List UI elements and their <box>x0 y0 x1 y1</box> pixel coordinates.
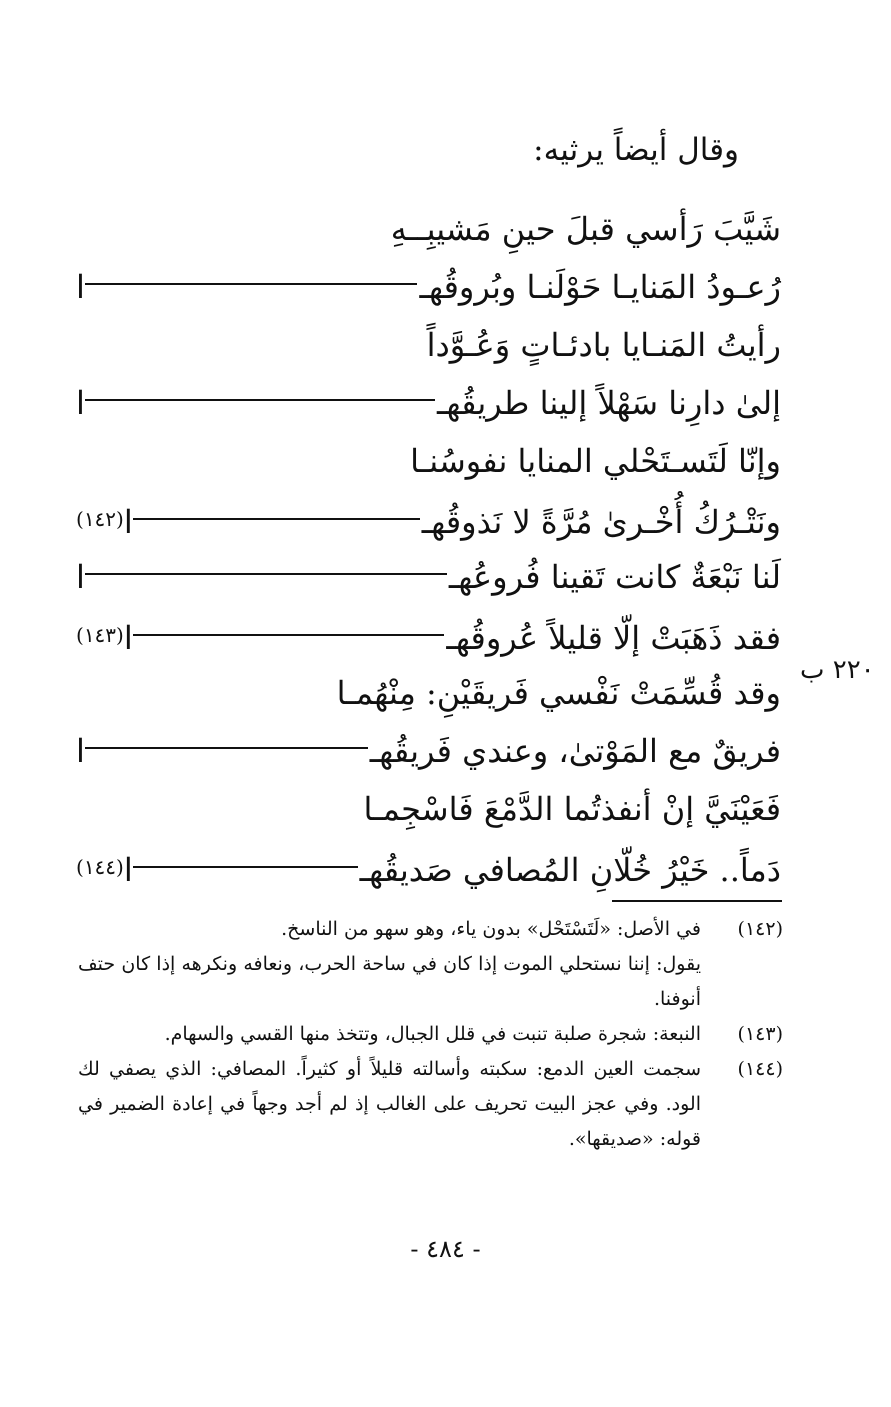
verse-final-letter: ا <box>123 851 133 889</box>
verse-line <box>73 664 781 722</box>
footnote-text: يقول: إننا نستحلي الموت إذا كان في ساحة الحرب، ونعافه ونكرهه إذا كان حتف أنوفنا. <box>78 953 701 1010</box>
verse-line <box>73 606 781 664</box>
verse-line <box>73 490 781 548</box>
footnotes <box>78 912 783 1157</box>
verse-words: فَعَيْنَيَّ إنْ أنفذتُما الدَّمْعَ فَاسْجِمـا <box>363 790 781 828</box>
verse-words: فقد ذَهَبَتْ إلّا قليلاً عُروقُهـ <box>446 619 781 657</box>
verse-text <box>410 432 781 490</box>
verse-text <box>391 200 781 258</box>
footnote-ref: (١٤٤) <box>76 855 124 879</box>
verse-line <box>73 374 781 432</box>
footnote-text: النبعة: شجرة صلبة تنبت في قلل الجبال، وتتخذ منها القسي والسهام. <box>164 1023 701 1045</box>
verse-words: فريقٌ مع المَوْتىٰ، وعندي فَريقُهـ <box>369 732 781 770</box>
verse-final-letter: ا <box>123 503 133 541</box>
verse-line <box>73 200 781 258</box>
footnote <box>78 912 783 1017</box>
verse-words: شَيَّبَ رَأسي قبلَ حينِ مَشيبِــهِ <box>390 210 781 248</box>
footnote-ref: (١٤٢) <box>76 507 124 531</box>
verse-words: إلىٰ دارِنا سَهْلاً إلينا طريقُهـ <box>437 384 781 422</box>
verse-final-letter: ا <box>123 619 133 657</box>
verse-final-letter: ا <box>76 268 85 306</box>
verse-words: رُعـودُ المَنايـا حَوْلَنـا وبُروقُهـ <box>419 268 781 306</box>
verse-words: ونَتْـرُكُ أُخْـرىٰ مُرَّةً لا نَذوقُهـ <box>421 503 781 541</box>
verse-text <box>76 258 781 316</box>
verse-words: دَماً.. خَيْرُ خُلّانِ المُصافي صَديقُهـ <box>359 851 781 889</box>
verse-extension-line <box>85 573 447 575</box>
footnote-number: (١٤٣) <box>737 1023 783 1045</box>
verse-line <box>73 722 781 780</box>
verse-extension-line <box>133 518 420 520</box>
footnote-number: (١٤٢) <box>737 918 783 940</box>
footnote <box>78 1052 783 1157</box>
verse-extension-line <box>133 634 445 636</box>
verse-line <box>73 316 781 374</box>
verse-text <box>427 316 781 374</box>
margin-folio-note: ٢٢٠ ب <box>800 655 875 685</box>
verse-extension-line <box>133 866 358 868</box>
verse-words: وقد قُسِّمَتْ نَفْسي فَريقَيْنِ: مِنْهُمـا <box>336 674 781 712</box>
verse-extension-line <box>85 283 418 285</box>
footnote-ref: (١٤٣) <box>76 623 124 647</box>
verse-text <box>76 548 781 606</box>
verse-final-letter: ا <box>76 384 85 422</box>
verse-text <box>337 664 781 722</box>
footnote-text: في الأصل: «لَتَسْتَحْل» بدون ياء، وهو سهو من الناسخ. <box>281 918 701 940</box>
verse-words: رأيتُ المَنـايا بادئـاتٍ وَعُـوَّداً <box>426 326 781 364</box>
intro-line: وقال أيضاً يرثيه: <box>533 132 739 168</box>
verse-line <box>73 780 781 838</box>
verse-extension-line <box>85 747 368 749</box>
verse-line <box>73 432 781 490</box>
verse-words: لَنا نَبْعَةٌ كانت تَقينا فُروعُهـ <box>448 558 781 596</box>
verse-text <box>76 490 781 551</box>
verse-words: وإنّا لَتَسـتَحْلي المنايا نفوسُنـا <box>410 442 781 480</box>
verse-extension-line <box>85 399 435 401</box>
verse-text <box>76 374 781 432</box>
verse-text <box>76 722 781 780</box>
poem <box>73 200 781 896</box>
footnote <box>78 1017 783 1052</box>
verse-text <box>76 838 781 899</box>
verse-line <box>73 258 781 316</box>
verse-text <box>76 606 781 667</box>
verse-final-letter: ا <box>76 732 85 770</box>
verse-line <box>73 548 781 606</box>
footnote-text: سجمت العين الدمع: سكبته وأسالته قليلاً أو كثيراً. المصافي: الذي يصفي لك الود. وفي عجز البيت تحريف على الغالب إذ لم أجد وجهاً في إعادة الضمير في قوله: «صديقها». <box>78 1058 701 1150</box>
verse-line <box>73 838 781 896</box>
footnote-rule <box>612 900 782 902</box>
verse-final-letter: ا <box>76 558 85 596</box>
page-number: - ٤٨٤ - <box>410 1235 481 1263</box>
footnote-number: (١٤٤) <box>737 1058 783 1080</box>
verse-text <box>364 780 781 838</box>
